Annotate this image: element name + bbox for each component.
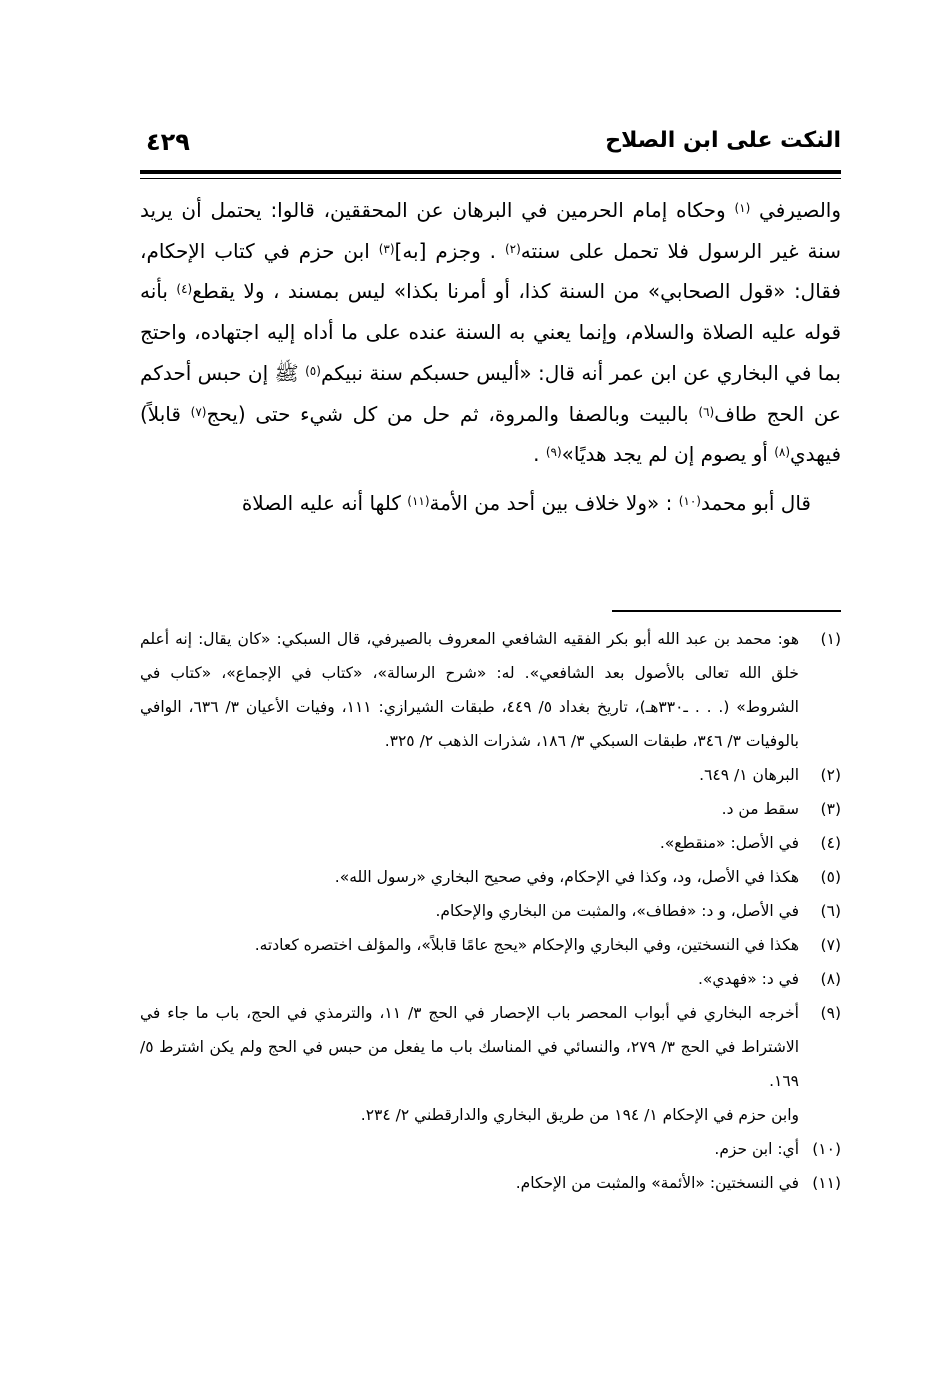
footnote-ref: (٨) [774,445,791,460]
footnote-ref: (٥) [305,363,321,378]
footnote-1 [140,622,841,758]
page-number: ٤٢٩ [146,128,190,156]
footnote-ref: (٣) [378,241,395,256]
text-segment: قال أبو محمد [700,490,811,515]
footnote-text: في الأصل: «منقطع». [659,834,799,852]
footnote-ref: (١) [734,201,751,215]
footnote-number: (١٠) [812,1140,841,1158]
footnote-number: (٩) [820,1004,841,1022]
footnote-5 [140,860,841,894]
footnote-7 [140,928,841,962]
footnote-4 [140,826,841,860]
footnote-number: (٨) [820,970,841,988]
footnote-2 [140,758,841,792]
book-title: النكت على ابن الصلاح [605,128,841,153]
main-text [140,190,841,524]
text-segment: بالبيت وبالصفا والمروة، ثم حل من كل شيء حتى (يحج [206,401,699,426]
text-segment: ابن حزم في كتاب الإحكام، فقال: «قول الصحابي» من السنة كذا، أو أمرنا بكذا» ليس بمسند ، ولا يقطع [140,238,841,304]
text-segment: بأنه قوله عليه الصلاة والسلام، وإنما يعني به السنة عنده على ما أداه إليه اجتهاده، واحتج بما في البخاري عن ابن عمر أنه قال: «أليس حسبكم سنة نبيكم [140,279,841,385]
paragraph-2 [140,483,841,524]
footnote-number: (١) [820,630,841,648]
paragraph-1 [140,190,841,475]
header-rule-thin [140,178,841,179]
footnote-number: (٢) [820,766,841,784]
footnote-text: أخرجه البخاري في أبواب المحصر باب الإحصار في الحج ٣/ ١١، والترمذي في الحج، باب ما جاء في الاشتراط في الحج ٣/ ٢٧٩، والنسائي في المناسك باب ما يفعل من حبس في الحج ولم يكن اشترط ٥/ ١٦٩. [140,1004,799,1090]
footnote-text: البرهان ١/ ٦٤٩. [699,766,799,784]
footnote-ref: (٦) [698,404,715,419]
footnote-number: (٤) [820,834,841,852]
footnote-10 [140,1132,841,1166]
footnote-9-continuation: وابن حزم في الإحكام ١/ ١٩٤ من طريق البخاري والدارقطني ٢/ ٢٣٤. [360,1106,799,1124]
footnote-number: (٧) [820,936,841,954]
footnote-number: (٦) [820,902,841,920]
running-header [140,128,841,164]
footnote-separator [612,610,841,612]
footnote-number: (٣) [820,800,841,818]
footnote-9 [140,996,841,1098]
text-segment: والصيرفي [750,198,842,222]
text-segment: كلها أنه عليه الصلاة [241,490,408,515]
footnote-ref: (٤) [176,282,193,297]
footnote-text: في النسختين: «الأئمة» والمثبت من الإحكام. [515,1174,799,1192]
footnote-number: (٥) [820,868,841,886]
footnote-ref: (٩) [545,445,562,460]
text-segment: . [533,442,546,467]
footnote-text: في الأصل، و د: «فطاف»، والمثبت من البخاري والإحكام. [435,902,799,920]
footnote-6 [140,894,841,928]
footnote-text: أي: ابن حزم. [714,1140,799,1158]
footnote-text: في د: «فهدي». [697,970,799,988]
footnote-text: هو: محمد بن عبد الله أبو بكر الفقيه الشافعي المعروف بالصيرفي، قال السبكي: «كان يقال: إنه أعلم خلق الله تعالى بالأصول بعد الشافعي». له: «شرح الرسالة»، «كتاب في الإجماع»، «كتاب في الشروط» (. . . ـ٣٣٠هـ)، تاريخ بغداد ٥/ ٤٤٩، طبقات الشيرازي: ١١١، وفيات الأعيان ٣/ ٦٣٦، الوافي بالوفيات ٣/ ٣٤٦، طبقات السبكي ٣/ ١٨٦، شذرات الذهب ٢/ ٣٢٥. [140,630,799,750]
text-segment: ﷺ إن حبس أحدكم عن الحج طاف [140,360,841,426]
footnote-8 [140,962,841,996]
footnote-ref: (٢) [504,241,521,256]
footnotes [140,622,841,1200]
footnote-text: هكذا في الأصل، ود، وكذا في الإحكام، وفي صحيح البخاري «رسول الله». [334,868,799,886]
footnote-ref: (١١) [407,493,430,508]
text-segment: . وجزم [به] [394,238,505,263]
header-rule-thick [140,170,841,174]
footnote-ref: (١٠) [678,493,701,508]
footnote-text: هكذا في النسختين، وفي البخاري والإحكام «يحج عامًا قابلاً»، والمؤلف اختصره كعادته. [254,936,799,954]
footnote-11 [140,1166,841,1200]
text-segment: قابلاً) فيهدي [140,401,841,467]
text-segment: : «ولا خلاف بين أحد من الأمة [429,490,679,515]
footnote-text: سقط من د. [721,800,799,818]
footnote-number: (١١) [812,1174,841,1192]
text-segment: وحكاه إمام الحرمين في البرهان عن المحققين، قالوا: يحتمل أن يريد سنة غير الرسول فلا تحمل على سنته [140,198,842,263]
footnote-ref: (٧) [190,404,207,419]
text-segment: أو يصوم إن لم يجد هديًا» [561,442,775,467]
footnote-3 [140,792,841,826]
